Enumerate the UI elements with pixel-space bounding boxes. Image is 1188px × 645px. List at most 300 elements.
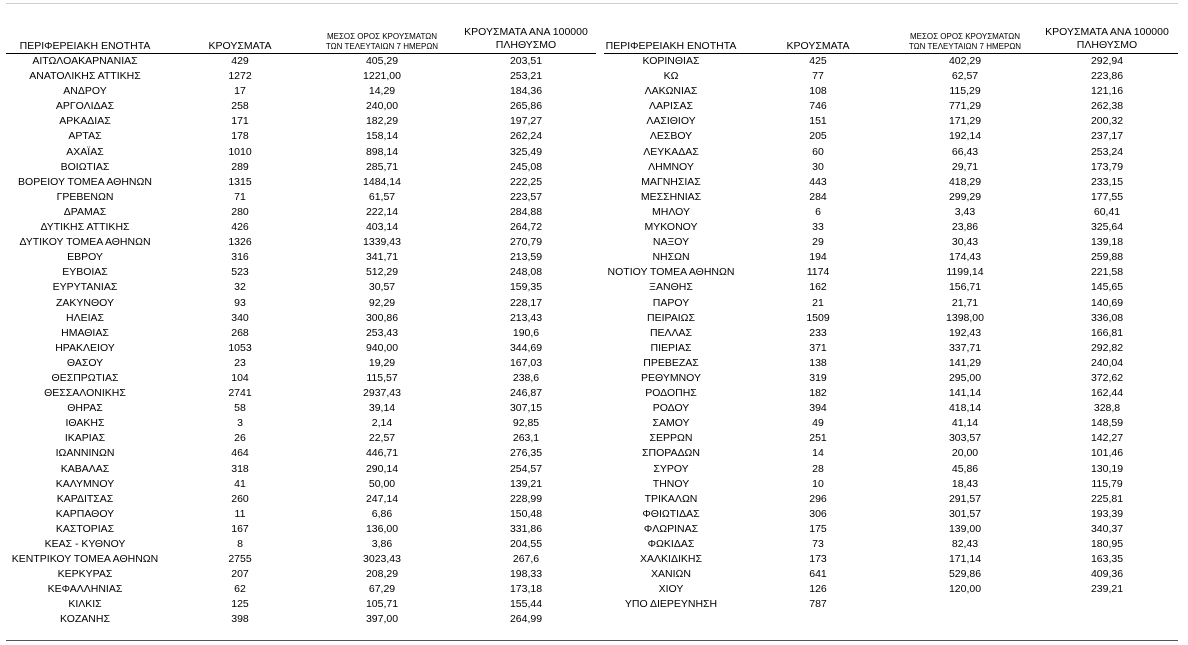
cases-cell: 26 [234,432,246,445]
table-row [6,175,596,190]
avg-cell: 23,86 [951,221,979,234]
avg-cell: 253,43 [365,326,399,339]
avg-cell: 136,00 [365,522,399,535]
region-cell: ΦΩΚΙΔΑΣ [647,538,695,550]
region-cell: ΑΡΓΟΛΙΔΑΣ [55,100,115,113]
cases-cell: 6 [815,205,821,218]
cases-cell: 30 [812,160,824,173]
cases-cell: 33 [812,221,824,234]
avg-cell: 285,71 [365,160,399,173]
region-cell: ΙΚΑΡΙΑΣ [64,432,106,445]
table-row [6,477,596,492]
bottom-rule [6,640,1178,641]
avg-cell: 402,29 [948,55,982,67]
region-cell: ΑΡΚΑΔΙΑΣ [59,115,111,128]
cases-cell: 280 [231,205,249,218]
cases-cell: 41 [234,477,246,490]
region-cell: ΛΕΥΚΑΔΑΣ [643,145,699,158]
per-100k-cell: 130,19 [1090,462,1124,475]
table-row [6,537,596,552]
cases-cell: 371 [809,341,827,354]
avg-cell: 22,57 [368,432,396,445]
region-cell: ΔΥΤΙΚΟΥ ΤΟΜΕΑ ΑΘΗΝΩΝ [19,236,151,249]
top-rule [6,3,1178,4]
per-100k-cell: 270,79 [509,236,543,249]
per-100k-cell: 259,88 [1090,251,1124,264]
cases-cell: 260 [231,492,249,505]
avg-cell: 2937,43 [363,387,401,400]
region-cell: ΡΕΘΥΜΝΟΥ [640,371,701,384]
table-row [604,190,1178,205]
per-100k-cell: 139,21 [509,477,543,490]
per-100k-cell: 197,27 [509,115,543,128]
cases-cell: 787 [809,598,827,611]
header-avg [886,32,1044,52]
cases-cell: 173 [809,553,827,566]
per-100k-cell: 163,35 [1090,553,1124,566]
table-row [6,69,596,84]
table-row [6,205,596,220]
per-100k-cell: 267,6 [512,553,540,566]
cases-cell: 258 [231,100,249,113]
region-cell: ΙΩΑΝΝΙΝΩΝ [55,447,115,460]
avg-cell: 61,57 [368,190,396,203]
region-cell: ΣΥΡΟΥ [653,462,689,475]
region-cell: ΓΡΕΒΕΝΩΝ [56,190,114,203]
table-row [604,446,1178,461]
avg-cell: 397,00 [365,613,399,626]
table-row [6,99,596,114]
avg-cell: 67,29 [368,583,396,596]
region-cell: ΚΑΒΑΛΑΣ [60,462,110,475]
cases-cell: 138 [809,356,827,369]
table-header-right [604,22,1178,54]
table-row [6,341,596,356]
avg-cell: 512,29 [365,266,399,279]
table-row [604,54,1178,69]
cases-cell: 1315 [228,175,252,188]
table-row [6,371,596,386]
region-cell: ΔΡΑΜΑΣ [63,205,107,218]
avg-cell: 418,29 [948,175,982,188]
region-cell: ΝΗΣΩΝ [652,251,690,264]
cases-cell: 10 [812,477,824,490]
cases-cell: 233 [809,326,827,339]
table-row [6,326,596,341]
cases-cell: 306 [809,507,827,520]
cases-cell: 162 [809,281,827,294]
avg-cell: 529,86 [948,568,982,581]
per-100k-cell: 246,87 [509,387,543,400]
cases-cell: 296 [809,492,827,505]
per-100k-cell: 166,81 [1090,326,1124,339]
table-row [604,280,1178,295]
cases-cell: 29 [812,236,824,249]
avg-cell: 30,57 [368,281,396,294]
region-cell: ΚΙΛΚΙΣ [68,598,102,611]
per-100k-cell: 344,69 [509,341,543,354]
cases-cell: 268 [231,326,249,339]
avg-cell: 1398,00 [946,311,984,324]
cases-cell: 1509 [806,311,830,324]
region-cell: ΡΟΔΟΠΗΣ [645,387,697,400]
per-100k-cell: 148,59 [1090,417,1124,430]
cases-cell: 21 [812,296,824,309]
avg-cell: 115,29 [949,85,981,98]
per-100k-cell: 101,46 [1090,447,1124,460]
avg-cell: 39,14 [368,402,396,415]
per-100k-cell: 325,49 [509,145,543,158]
avg-cell: 2,14 [371,417,393,430]
region-cell: ΤΗΝΟΥ [652,477,690,490]
region-cell: ΦΘΙΩΤΙΔΑΣ [642,507,700,520]
header-cases: ΚΡΟΥΣΜΑΤΑ [786,40,850,52]
header-avg-line1: ΜΕΣΟΣ ΟΡΟΣ ΚΡΟΥΣΜΑΤΩΝ [909,32,1021,41]
table-row [604,129,1178,144]
cases-cell: 125 [231,598,249,611]
table-row [604,220,1178,235]
region-cell: ΚΩ [663,70,679,83]
avg-cell: 3023,43 [363,553,401,566]
region-cell: ΤΡΙΚΑΛΩΝ [644,492,698,505]
header-per-line2: ΠΛΗΘΥΣΜΟ [495,39,557,51]
cases-cell: 284 [809,190,827,203]
table-row [604,145,1178,160]
region-cell: ΛΗΜΝΟΥ [648,160,694,173]
per-100k-cell: 292,94 [1090,55,1124,67]
avg-cell: 50,00 [368,477,396,490]
avg-cell: 290,14 [365,462,399,475]
avg-cell: 158,14 [365,130,399,143]
per-100k-cell: 276,35 [509,447,543,460]
avg-cell: 92,29 [368,296,396,309]
table-row [604,84,1178,99]
cases-cell: 746 [809,100,827,113]
cases-cell: 251 [809,432,827,445]
avg-cell: 6,86 [371,507,393,520]
per-100k-cell: 213,59 [509,251,543,264]
avg-cell: 141,14 [948,387,982,400]
header-per-100k [1036,26,1178,52]
table-row [604,69,1178,84]
region-cell: ΚΑΡΔΙΤΣΑΣ [56,492,114,505]
table-row [6,431,596,446]
cases-cell: 23 [234,356,246,369]
cases-cell: 443 [809,175,827,188]
avg-cell: 240,00 [365,100,399,113]
avg-cell: 1221,00 [363,70,401,83]
avg-cell: 45,86 [951,462,979,475]
per-100k-cell: 228,17 [509,296,543,309]
table-row [604,582,1178,597]
cases-cell: 425 [809,55,827,67]
per-100k-cell: 292,82 [1090,341,1124,354]
table-row [6,612,596,627]
per-100k-cell: 240,04 [1090,356,1124,369]
per-100k-cell: 140,69 [1090,296,1124,309]
table-row [6,462,596,477]
per-100k-cell: 150,48 [509,507,543,520]
avg-cell: 1199,14 [946,266,984,279]
per-100k-cell: 180,95 [1090,538,1124,550]
per-100k-cell: 328,8 [1093,402,1121,415]
per-100k-cell: 162,44 [1090,387,1124,400]
region-cell: ΠΑΡΟΥ [652,296,690,309]
region-cell: ΣΠΟΡΑΔΩΝ [642,447,700,460]
table-row [604,431,1178,446]
cases-cell: 1326 [228,236,252,249]
region-cell: ΝΑΞΟΥ [652,236,690,249]
per-100k-cell: 177,55 [1090,190,1124,203]
cases-cell: 60 [812,145,824,158]
avg-cell: 418,14 [948,402,982,415]
region-cell: ΡΟΔΟΥ [652,402,690,415]
table-row [6,311,596,326]
per-100k-cell: 167,03 [509,356,543,369]
table-header-left [6,22,596,54]
table-row [604,235,1178,250]
table-row [6,190,596,205]
cases-cell: 71 [234,190,246,203]
header-avg [302,32,462,52]
region-cell: ΛΑΚΩΝΙΑΣ [644,85,698,98]
region-cell: ΘΗΡΑΣ [67,402,103,415]
avg-cell: 105,71 [365,598,399,611]
avg-cell: 156,71 [948,281,982,294]
table-row [604,552,1178,567]
avg-cell: 182,29 [365,115,399,128]
table-row [604,250,1178,265]
avg-cell: 303,57 [948,432,982,445]
per-100k-cell: 60,41 [1093,205,1121,218]
region-cell: ΠΙΕΡΙΑΣ [650,341,692,354]
per-100k-cell: 264,99 [509,613,543,626]
cases-cell: 28 [812,462,824,475]
per-100k-cell: 115,79 [1091,477,1123,490]
region-cell: ΑΧΑΪΑΣ [66,145,104,158]
region-cell: ΘΕΣΣΑΛΟΝΙΚΗΣ [44,387,126,400]
avg-cell: 1484,14 [363,175,401,188]
table-row [604,567,1178,582]
per-100k-cell: 145,65 [1090,281,1124,294]
per-100k-cell: 245,08 [509,160,543,173]
region-cell: ΛΑΣΙΘΙΟΥ [646,115,696,128]
region-cell: ΑΙΤΩΛΟΑΚΑΡΝΑΝΙΑΣ [32,55,138,67]
region-cell: ΚΕΡΚΥΡΑΣ [57,568,113,581]
cases-cell: 62 [234,583,246,596]
per-100k-cell: 262,24 [509,130,543,143]
avg-cell: 299,29 [948,190,982,203]
header-avg-line2: ΤΩΝ ΤΕΛΕΥΤΑΙΩΝ 7 ΗΜΕΡΩΝ [908,42,1022,51]
region-cell: ΧΑΛΚΙΔΙΚΗΣ [640,553,702,566]
cases-cell: 104 [231,371,249,384]
region-cell: ΕΥΒΟΙΑΣ [62,266,108,279]
region-cell: ΚΑΣΤΟΡΙΑΣ [55,522,115,535]
header-per-line1: ΚΡΟΥΣΜΑΤΑ ΑΝΑ 100000 [1045,26,1169,38]
region-cell: ΔΥΤΙΚΗΣ ΑΤΤΙΚΗΣ [40,221,130,234]
region-cell: ΒΟΙΩΤΙΑΣ [60,160,110,173]
avg-cell: 222,14 [365,205,399,218]
avg-cell: 192,43 [948,326,982,339]
table-row [6,145,596,160]
per-100k-cell: 336,08 [1090,311,1124,324]
cases-cell: 49 [812,417,824,430]
table-row [6,114,596,129]
avg-cell: 300,86 [365,311,399,324]
region-cell: ΑΡΤΑΣ [68,130,102,143]
avg-cell: 405,29 [365,55,399,67]
table-row [6,597,596,612]
avg-cell: 403,14 [365,221,399,234]
cases-cell: 318 [231,462,249,475]
cases-cell: 73 [812,538,824,550]
region-cell: ΧΙΟΥ [658,583,684,596]
table-row [604,296,1178,311]
cases-cell: 3 [237,417,243,430]
region-cell: ΗΛΕΙΑΣ [65,311,104,324]
avg-cell: 62,57 [951,70,979,83]
avg-cell: 291,57 [948,492,982,505]
header-per-100k [456,26,596,52]
per-100k-cell: 254,57 [509,462,543,475]
table-row [6,522,596,537]
avg-cell: 19,29 [368,356,396,369]
per-100k-cell: 340,37 [1090,522,1124,535]
region-cell: ΧΑΝΙΩΝ [651,568,691,581]
table-row [6,54,596,69]
table-row [6,401,596,416]
cases-cell: 11 [234,507,246,520]
region-cell: ΚΟΖΑΝΗΣ [60,613,110,626]
region-cell: ΜΕΣΣΗΝΙΑΣ [640,190,702,203]
table-row [6,265,596,280]
avg-cell: 115,57 [366,371,398,384]
table-row [604,114,1178,129]
region-cell: ΑΝΑΤΟΛΙΚΗΣ ΑΤΤΙΚΗΣ [29,70,141,83]
cases-cell: 319 [809,371,827,384]
header-cases: ΚΡΟΥΣΜΑΤΑ [208,40,272,52]
avg-cell: 41,14 [951,417,979,430]
per-100k-cell: 155,44 [509,598,543,611]
per-100k-cell: 307,15 [509,402,543,415]
per-100k-cell: 253,24 [1090,145,1124,158]
region-cell: ΕΒΡΟΥ [67,251,103,264]
per-100k-cell: 225,81 [1090,492,1124,505]
per-100k-cell: 213,43 [509,311,543,324]
avg-cell: 301,57 [948,507,982,520]
avg-cell: 82,43 [951,538,979,550]
table-row [6,567,596,582]
cases-cell: 464 [231,447,249,460]
avg-cell: 20,00 [951,447,979,460]
table-row [604,311,1178,326]
per-100k-cell: 409,36 [1090,568,1124,581]
cases-cell: 429 [231,55,249,67]
per-100k-cell: 372,62 [1090,371,1124,384]
per-100k-cell: 203,51 [509,55,543,67]
region-cell: ΝΟΤΙΟΥ ΤΟΜΕΑ ΑΘΗΝΩΝ [607,266,735,279]
region-cell: ΞΑΝΘΗΣ [649,281,693,294]
per-100k-cell: 284,88 [509,205,543,218]
per-100k-cell: 159,35 [509,281,543,294]
cases-cell: 151 [809,115,827,128]
table-row [604,371,1178,386]
table-row [6,416,596,431]
table-row [604,537,1178,552]
avg-cell: 66,43 [951,145,979,158]
region-cell: ΕΥΡΥΤΑΝΙΑΣ [52,281,118,294]
cases-cell: 93 [234,296,246,309]
avg-cell: 898,14 [365,145,399,158]
cases-cell: 289 [231,160,249,173]
per-100k-cell: 198,33 [509,568,543,581]
per-100k-cell: 173,18 [509,583,543,596]
table-row [604,401,1178,416]
table-row [6,356,596,371]
per-100k-cell: 190,6 [512,326,540,339]
region-cell: ΛΑΡΙΣΑΣ [649,100,693,113]
cases-cell: 194 [809,251,827,264]
avg-cell: 18,43 [951,477,979,490]
region-cell: ΗΡΑΚΛΕΙΟΥ [55,341,115,354]
per-100k-cell: 262,38 [1090,100,1124,113]
avg-cell: 3,43 [954,205,976,218]
avg-cell: 940,00 [365,341,399,354]
cases-cell: 126 [809,583,827,596]
per-100k-cell: 121,16 [1090,85,1124,98]
avg-cell: 3,86 [371,538,393,550]
cases-cell: 171 [231,115,249,128]
table-row [6,235,596,250]
per-100k-cell: 222,25 [509,175,543,188]
table-row [6,250,596,265]
avg-cell: 247,14 [365,492,399,505]
cases-cell: 316 [231,251,249,264]
per-100k-cell: 239,21 [1090,583,1124,596]
table-row [6,296,596,311]
avg-cell: 295,00 [948,371,982,384]
cases-cell: 1010 [228,145,252,158]
cases-cell: 394 [809,402,827,415]
table-row [604,416,1178,431]
table-row [6,280,596,295]
avg-cell: 14,29 [368,85,396,98]
table-left [6,22,596,628]
region-cell: ΠΡΕΒΕΖΑΣ [643,356,699,369]
cases-cell: 32 [234,281,246,294]
table-row [6,507,596,522]
header-per-line1: ΚΡΟΥΣΜΑΤΑ ΑΝΑ 100000 [464,26,588,38]
header-avg-line1: ΜΕΣΟΣ ΟΡΟΣ ΚΡΟΥΣΜΑΤΩΝ [326,32,438,41]
header-avg-line2: ΤΩΝ ΤΕΛΕΥΤΑΙΩΝ 7 ΗΜΕΡΩΝ [325,42,439,51]
per-100k-cell: 238,6 [512,371,540,384]
cases-cell: 14 [812,447,824,460]
cases-cell: 340 [231,311,249,324]
cases-cell: 641 [809,568,827,581]
cases-cell: 178 [231,130,249,143]
per-100k-cell: 223,86 [1090,70,1124,83]
table-row [604,477,1178,492]
avg-cell: 141,29 [948,356,982,369]
cases-cell: 108 [809,85,827,98]
per-100k-cell: 92,85 [512,417,540,430]
region-cell: ΖΑΚΥΝΘΟΥ [55,296,114,309]
region-cell: ΚΑΛΥΜΝΟΥ [55,477,115,490]
header-per-line2: ΠΛΗΘΥΣΜΟ [1076,39,1138,51]
region-cell: ΚΕΑΣ - ΚΥΘΝΟΥ [44,538,126,550]
per-100k-cell: 223,57 [509,190,543,203]
avg-cell: 341,71 [365,251,399,264]
